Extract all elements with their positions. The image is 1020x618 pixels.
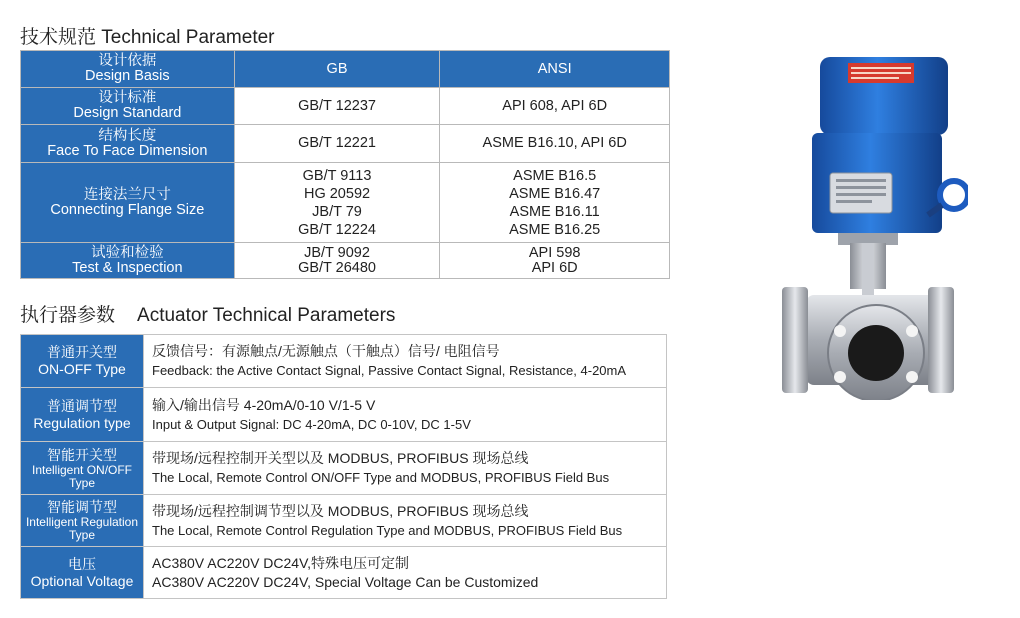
row-value [144, 388, 667, 442]
heading-en: Actuator Technical Parameters [137, 305, 396, 326]
heading-en: Technical Parameter [101, 27, 275, 48]
value-zh: 带现场/远程控制调节型以及 MODBUS, PROFIBUS 现场总线 [152, 502, 529, 519]
cell-line: ASME B16.47 [509, 185, 601, 202]
cell-line: API 6D [531, 259, 578, 276]
row-label [21, 388, 144, 442]
section-title-actuator [20, 300, 395, 327]
cell-line: ASME B16.10, API 6D [482, 135, 627, 151]
cell-line: ASME B16.11 [509, 203, 600, 220]
row-value [144, 335, 667, 388]
cell-line: GB/T 9113 [302, 167, 372, 184]
row-label [21, 163, 235, 243]
cell-line: API 598 [528, 244, 581, 261]
label-en: Intelligent ON/OFF Type [31, 462, 133, 490]
label-en: ON-OFF Type [38, 361, 126, 377]
row-label [21, 442, 144, 495]
label-en: Intelligent Regulation Type [25, 515, 139, 542]
row-value [144, 442, 667, 495]
gb-cell [234, 88, 440, 125]
heading-zh: 执行器参数 [20, 305, 116, 326]
cell-line: HG 20592 [303, 185, 371, 202]
header-label [21, 51, 235, 88]
table-row [21, 495, 667, 547]
cell-line: JB/T 9092 [304, 244, 370, 261]
label-zh: 智能开关型 [47, 446, 117, 463]
label-en: Design Basis [85, 68, 170, 84]
left-flange [782, 287, 808, 393]
value-en: AC380V AC220V DC24V, Special Voltage Can be Customized [152, 573, 539, 590]
row-value [144, 495, 667, 547]
table-header-row [21, 51, 670, 88]
label-en: Test & Inspection [72, 259, 183, 276]
label-zh: 连接法兰尺寸 [83, 186, 171, 203]
label-zh: 设计依据 [98, 53, 157, 69]
label-zh: 电压 [68, 555, 96, 572]
cell-line: GB/T 12221 [298, 135, 376, 151]
row-label [21, 495, 144, 547]
row-label [21, 335, 144, 388]
label-zh: 设计标准 [98, 90, 157, 106]
cell-line: ASME B16.5 [513, 167, 597, 184]
section-title-technical [20, 22, 275, 49]
label-zh: 智能调节型 [47, 499, 117, 515]
technical-parameter-table [20, 50, 670, 279]
row-label [21, 125, 235, 163]
gb-cell [234, 163, 440, 243]
row-label [21, 243, 235, 279]
value-en: Feedback: the Active Contact Signal, Passive Contact Signal, Resistance, 4-20mA [152, 363, 627, 378]
right-flange [928, 287, 954, 393]
label-en: Face To Face Dimension [47, 142, 208, 159]
value-en: The Local, Remote Control ON/OFF Type and MODBUS, PROFIBUS Field Bus [152, 470, 610, 485]
table-row [21, 547, 667, 599]
cell-line: JB/T 79 [312, 203, 362, 220]
cell-line: GB/T 26480 [298, 259, 376, 276]
row-label [21, 547, 144, 599]
value-zh: 反馈信号：有源触点/无源触点（干触点）信号/ 电阻信号 [152, 343, 500, 359]
cell-line: GB/T 12224 [298, 221, 376, 238]
label-zh: 普通调节型 [47, 397, 117, 414]
value-zh: 带现场/远程控制开关型以及 MODBUS, PROFIBUS 现场总线 [152, 450, 529, 466]
header-ansi: ANSI [440, 51, 670, 88]
table-row [21, 442, 667, 495]
value-zh: AC380V AC220V DC24V,特殊电压可定制 [152, 554, 410, 571]
gb-cell [234, 243, 440, 279]
cell-line: GB/T 12237 [298, 97, 376, 114]
label-en: Design Standard [73, 105, 182, 121]
label-en: Regulation type [33, 414, 131, 431]
actuator-parameter-table [20, 334, 667, 599]
cell-line: API 608, API 6D [502, 97, 608, 114]
value-en: The Local, Remote Control Regulation Type and MODBUS, PROFIBUS Field Bus [152, 522, 623, 538]
valve-port [848, 325, 904, 381]
heading-zh: 技术规范 [20, 27, 97, 48]
row-label [21, 88, 235, 125]
table-row [21, 125, 670, 163]
ansi-cell [440, 243, 670, 279]
table-row [21, 243, 670, 279]
table-row [21, 163, 670, 243]
label-en: Connecting Flange Size [50, 201, 205, 218]
value-en: Input & Output Signal: DC 4-20mA, DC 0-10V, DC 1-5V [152, 416, 471, 432]
handwheel-icon [940, 181, 968, 209]
label-zh: 普通开关型 [47, 344, 117, 360]
ansi-cell [440, 88, 670, 125]
header-gb: GB [234, 51, 440, 88]
electric-ball-valve-icon [778, 55, 968, 400]
table-row [21, 88, 670, 125]
cell-line: ASME B16.25 [509, 221, 601, 238]
table-row [21, 388, 667, 442]
label-zh: 试验和检验 [91, 244, 164, 261]
row-value [144, 547, 667, 599]
ansi-cell [440, 163, 670, 243]
label-en: Optional Voltage [30, 572, 134, 589]
label-zh: 结构长度 [98, 127, 157, 144]
gb-cell [234, 125, 440, 163]
value-zh: 输入/输出信号 4-20mA/0-10 V/1-5 V [152, 396, 376, 413]
table-row [21, 335, 667, 388]
ansi-cell [440, 125, 670, 163]
